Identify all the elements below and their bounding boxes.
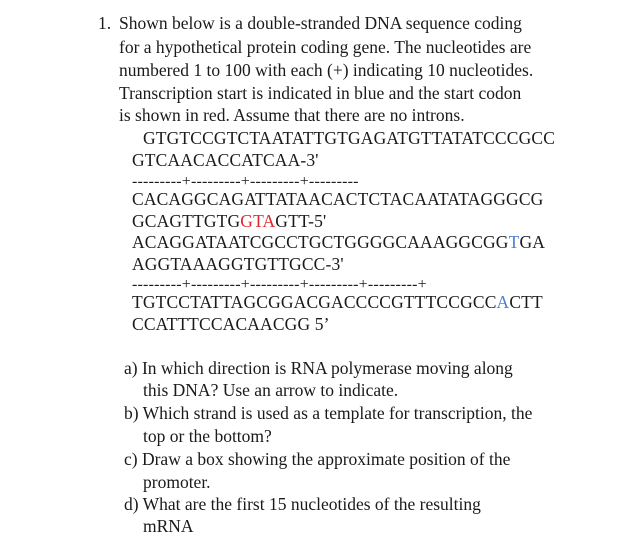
transcription-start-top: T	[508, 232, 520, 252]
part-d-line-1: d) What are the first 15 nucleotides of the resulting	[124, 494, 481, 514]
part-b-line-1: b) Which strand is used as a template for transcription, the	[124, 403, 533, 423]
part-c-line-2: promoter.	[143, 472, 211, 492]
sequence-line-7-start: TGTCCTATTAGCGGACGACCCCGTTTCCGCC	[132, 292, 497, 312]
part-a-line-1: a) In which direction is RNA polymerase moving along	[124, 358, 513, 378]
sequence-line-4-end: GTT-5'	[275, 211, 327, 231]
intro-line-5: is shown in red. Assume that there are no introns.	[119, 105, 465, 125]
sequence-line-7-end: CTT	[509, 292, 543, 312]
sequence-line-4-start: GCAGTTGTG	[132, 211, 241, 231]
intro-line-4: Transcription start is indicated in blue and the start codon	[119, 83, 522, 103]
part-a-line-2: this DNA? Use an arrow to indicate.	[143, 380, 399, 400]
intro-line-3: numbered 1 to 100 with each (+) indicating 10 nucleotides.	[119, 60, 534, 80]
part-b-line-2: top or the bottom?	[143, 426, 272, 446]
sequence-line-4	[132, 210, 326, 232]
start-codon: GTA	[240, 211, 276, 231]
transcription-start-bottom: A	[496, 292, 510, 312]
sequence-line-5-end: GA	[519, 232, 546, 252]
sequence-line-8: CCATTTCCACAACGG 5’	[132, 314, 330, 334]
part-c-line-1: c) Draw a box showing the approximate position of the	[124, 449, 511, 469]
sequence-line-6: AGGTAAAGGTGTTGCC-3'	[132, 254, 344, 274]
intro-line-1: Shown below is a double-stranded DNA sequence coding	[119, 13, 522, 33]
sequence-line-5-start: ACAGGATAATCGCCTGCTGGGGCAAAGGCGG	[132, 232, 509, 252]
ruler-2: ---------+---------+---------+---------+---------+	[132, 276, 427, 293]
sequence-line-3: CACAGGCAGATTATAACACTCTACAATATAGGGCG	[132, 189, 544, 209]
part-d-line-2: mRNA	[143, 516, 194, 536]
sequence-line-2: GTCAACACCATCAA-3'	[132, 150, 319, 170]
question-number: 1.	[98, 13, 112, 33]
sequence-line-1: GTGTCCGTCTAATATTGTGAGATGTTATATCCCGCC	[143, 128, 556, 148]
sequence-line-5	[132, 231, 545, 253]
sequence-line-7	[132, 291, 543, 313]
intro-line-2: for a hypothetical protein coding gene. The nucleotides are	[119, 37, 532, 57]
ruler-1: ---------+---------+---------+---------	[132, 173, 359, 190]
